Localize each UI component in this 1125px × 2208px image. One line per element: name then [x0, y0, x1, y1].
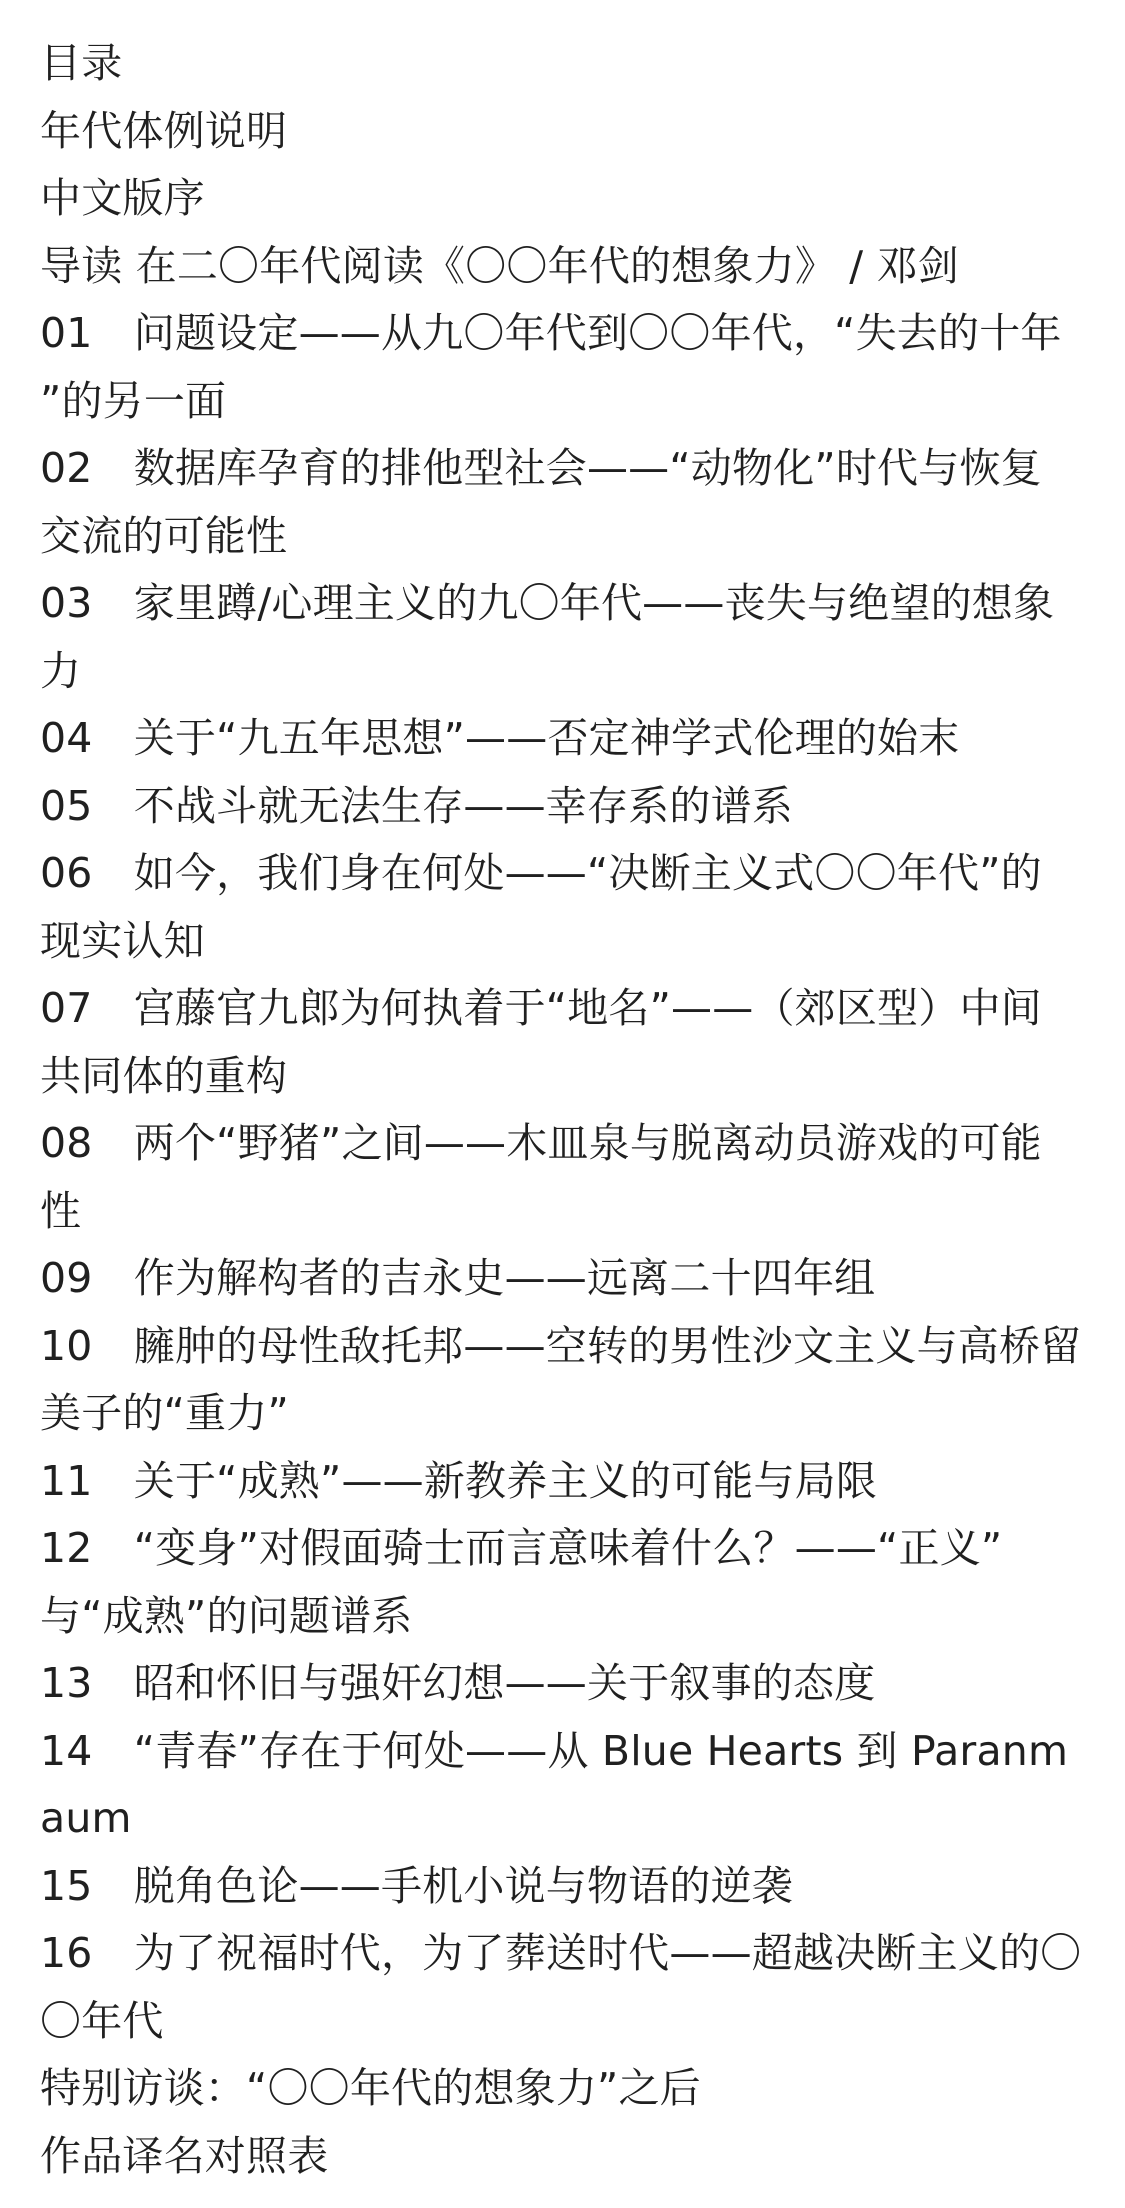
- toc-line[interactable]: 中文版序: [40, 174, 205, 222]
- toc-line[interactable]: aum: [40, 1794, 132, 1842]
- toc-line[interactable]: 10 臃肿的母性敌托邦——空转的男性沙文主义与高桥留: [40, 1321, 1082, 1370]
- toc-line[interactable]: 12 “变身”对假面骑士而言意味着什么？——“正义”: [40, 1524, 1003, 1572]
- toc-line[interactable]: 特别访谈：“〇〇年代的想象力”之后: [40, 2064, 701, 2112]
- toc-line[interactable]: 15 脱角色论——手机小说与物语的逆袭: [40, 1861, 793, 1910]
- toc-line[interactable]: 01 问题设定——从九〇年代到〇〇年代，“失去的十年: [40, 309, 1062, 357]
- toc-line[interactable]: 力: [40, 646, 82, 695]
- toc-line[interactable]: 05 不战斗就无法生存——幸存系的谱系: [40, 781, 793, 830]
- toc-line[interactable]: 16 为了祝福时代，为了葬送时代——超越决断主义的〇: [40, 1929, 1082, 1977]
- toc-line[interactable]: 与“成熟”的问题谱系: [40, 1591, 413, 1640]
- toc-line[interactable]: 04 关于“九五年思想”——否定神学式伦理的始末: [40, 714, 960, 762]
- toc-line[interactable]: 现实认知: [40, 916, 205, 965]
- toc-line[interactable]: 性: [40, 1186, 82, 1235]
- table-of-contents: [40, 30, 1100, 2190]
- toc-line[interactable]: ”的另一面: [40, 376, 227, 425]
- toc-line[interactable]: 年代体例说明: [40, 106, 288, 155]
- toc-line[interactable]: 07 宫藤官九郎为何执着于“地名”——（郊区型）中间: [40, 984, 1042, 1032]
- toc-line[interactable]: 08 两个“野猪”之间——木皿泉与脱离动员游戏的可能: [40, 1119, 1042, 1167]
- toc-line[interactable]: 作品译名对照表: [40, 2131, 329, 2180]
- toc-line[interactable]: 美子的“重力”: [40, 1389, 289, 1437]
- toc-line[interactable]: 02 数据库孕育的排他型社会——“动物化”时代与恢复: [40, 444, 1042, 492]
- toc-line[interactable]: 11 关于“成熟”——新教养主义的可能与局限: [40, 1456, 878, 1505]
- toc-line[interactable]: 03 家里蹲/心理主义的九〇年代——丧失与绝望的想象: [40, 579, 1055, 627]
- toc-line[interactable]: 共同体的重构: [40, 1051, 288, 1100]
- toc-line[interactable]: 06 如今，我们身在何处——“决断主义式〇〇年代”的: [40, 849, 1042, 897]
- toc-heading: 目录: [40, 39, 123, 87]
- toc-line[interactable]: 14 “青春”存在于何处——从 Blue Hearts 到 Paranm: [40, 1726, 1069, 1775]
- toc-line[interactable]: 交流的可能性: [40, 511, 288, 560]
- toc-line[interactable]: 导读 在二〇年代阅读《〇〇年代的想象力》 / 邓剑: [40, 241, 959, 290]
- toc-line[interactable]: 13 昭和怀旧与强奸幻想——关于叙事的态度: [40, 1659, 876, 1707]
- toc-line[interactable]: 09 作为解构者的吉永史——远离二十四年组: [40, 1254, 876, 1302]
- toc-line[interactable]: 〇年代: [40, 1996, 164, 2045]
